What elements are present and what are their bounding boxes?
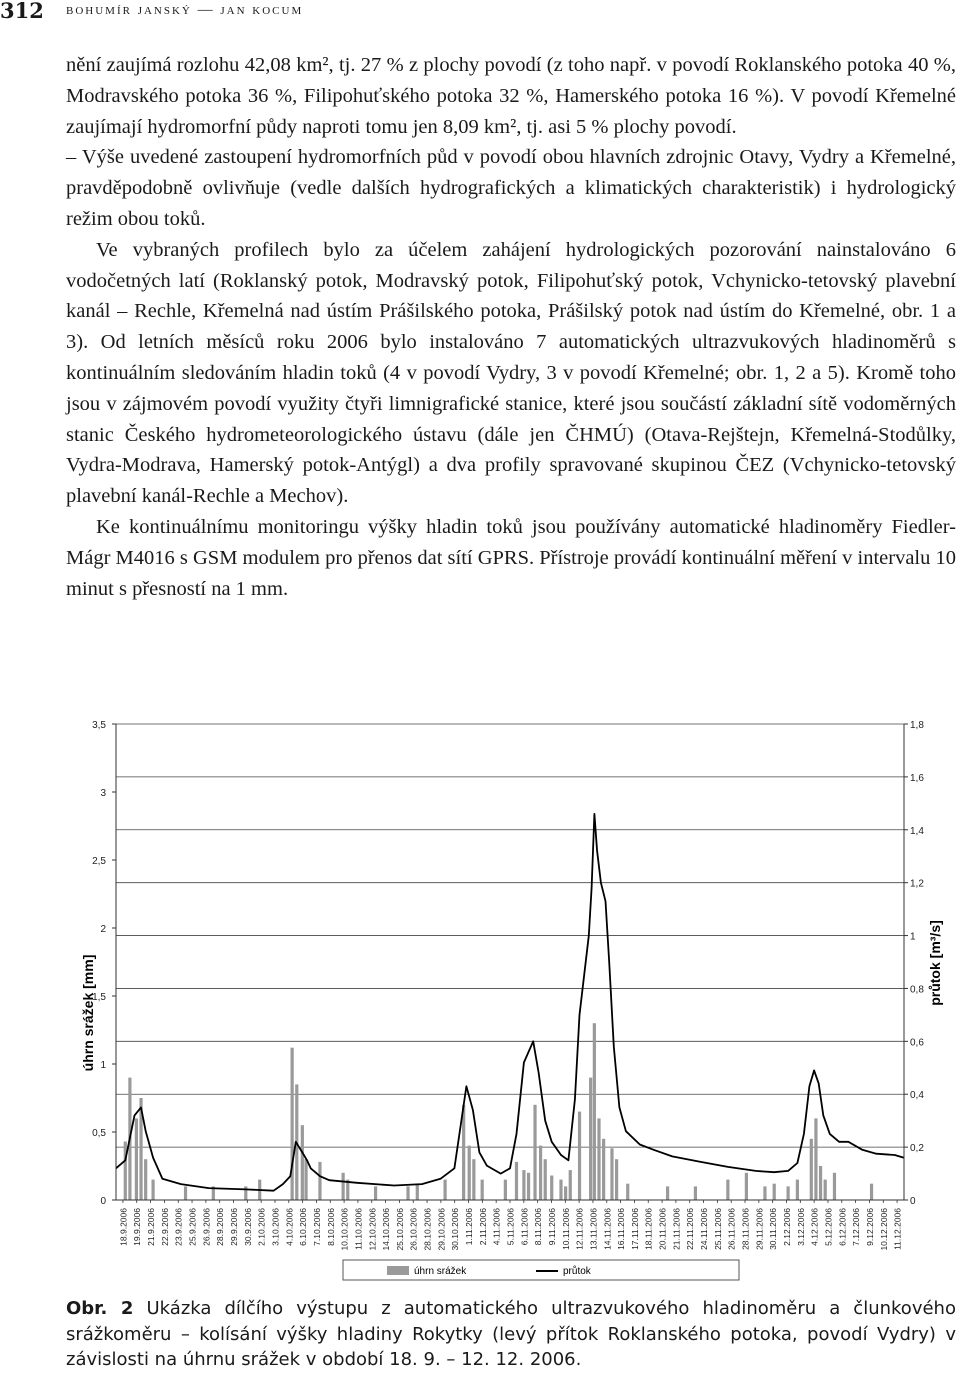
body-text	[66, 50, 956, 604]
precip-bar	[694, 1186, 697, 1200]
precip-bar	[318, 1162, 321, 1200]
precip-flow-chart	[66, 708, 956, 1300]
x-tick-label: 6.10.2006	[298, 1208, 309, 1246]
precip-bar	[374, 1186, 377, 1200]
left-axis-label: úhrn srážek [mm]	[80, 954, 96, 1072]
right-tick-label: 0,4	[910, 1090, 924, 1102]
x-tick-label: 21.11.2006	[671, 1208, 682, 1250]
x-axis-ticks	[118, 1200, 902, 1251]
precip-bar	[870, 1184, 873, 1200]
figure-caption	[66, 1296, 956, 1373]
x-tick-label: 11.10.2006	[353, 1208, 364, 1250]
caption-text: Ukázka dílčího výstupu z automatického ultrazvukového hladinoměru a člunkového srážkoměru – kolísání výšky hladiny Rokytky (levý přítok Roklanského potoka, povodí Vydry) v závislosti na úhrnu srážek v období 18. 9. – 12. 12. 2006.	[66, 1298, 956, 1370]
precip-bar	[589, 1078, 592, 1200]
left-tick-label: 2	[100, 924, 106, 935]
x-tick-label: 29.9.2006	[229, 1208, 240, 1246]
precip-bar	[787, 1186, 790, 1200]
precip-bar	[796, 1180, 799, 1200]
precip-bar	[472, 1159, 475, 1200]
precip-bar	[773, 1184, 776, 1200]
precip-bar	[578, 1112, 581, 1200]
x-tick-label: 8.10.2006	[325, 1208, 336, 1246]
right-tick-label: 1	[910, 931, 916, 943]
precip-bar	[615, 1159, 618, 1200]
left-tick-label: 0,5	[92, 1128, 106, 1139]
x-tick-label: 17.11.2006	[629, 1208, 640, 1250]
precip-bar	[569, 1170, 572, 1200]
x-tick-label: 18.11.2006	[643, 1208, 654, 1250]
x-tick-label: 10.11.2006	[560, 1208, 571, 1250]
x-tick-label: 25.9.2006	[187, 1208, 198, 1246]
flow-line	[116, 814, 904, 1191]
precip-bar	[124, 1142, 127, 1200]
x-tick-label: 10.10.2006	[339, 1208, 350, 1251]
precip-bar	[810, 1139, 813, 1200]
legend-precip-swatch	[387, 1266, 409, 1275]
x-tick-label: 16.11.2006	[616, 1208, 627, 1250]
page-header	[0, 0, 960, 22]
precip-bar	[151, 1180, 154, 1200]
right-tick-label: 1,6	[910, 772, 924, 784]
x-tick-label: 28.10.2006	[422, 1208, 433, 1251]
x-tick-label: 4.10.2006	[284, 1208, 295, 1246]
right-tick-label: 1,8	[910, 720, 924, 731]
paragraph-1: nění zaujímá rozlohu 42,08 km², tj. 27 % z plochy povodí (z toho např. v povodí Roklanského potoka 40 %, Modravského potoka 36 %, Filipohuťského potoka 32 %, Hamerského potoka 16 %). V povodí Křemelné zaujímají hydromorfní půdy naproti tomu jen 8,09 km², tj. asi 5 % plochy povodí.	[66, 54, 956, 138]
precip-bar	[626, 1184, 629, 1200]
precip-bar	[597, 1118, 600, 1200]
x-tick-label: 8.11.2006	[533, 1208, 544, 1246]
right-tick-label: 0,8	[910, 984, 924, 996]
paragraph-4: Ke kontinuálnímu monitoringu výšky hladin toků jsou používány automatické hladinoměry Fiedler-Mágr M4016 s GSM modulem pro přenos dat sítí GPRS. Přístroje provádí kontinuální měření v intervalu 10 minut s přesností na 1 mm.	[66, 515, 956, 600]
x-tick-label: 7.10.2006	[311, 1208, 322, 1246]
x-tick-label: 13.11.2006	[588, 1208, 599, 1250]
precip-bar	[406, 1186, 409, 1200]
running-title: bohumír janský — jan kocum	[66, 2, 304, 18]
x-tick-label: 25.11.2006	[712, 1208, 723, 1250]
x-tick-label: 30.11.2006	[768, 1208, 779, 1250]
x-tick-label: 2.10.2006	[256, 1208, 267, 1246]
precip-bar	[544, 1159, 547, 1200]
x-tick-label: 24.11.2006	[699, 1208, 710, 1250]
right-axis-ticks	[904, 720, 924, 1207]
left-tick-label: 3,5	[92, 720, 106, 731]
x-tick-label: 22.9.2006	[159, 1208, 170, 1246]
precip-bar	[527, 1173, 530, 1200]
x-tick-label: 12.11.2006	[574, 1208, 585, 1250]
precip-bar	[763, 1186, 766, 1200]
precip-bar	[468, 1146, 471, 1200]
x-tick-label: 25.10.2006	[394, 1208, 405, 1251]
precip-bar	[814, 1118, 817, 1200]
precip-bar	[550, 1176, 553, 1200]
x-tick-label: 11.12.2006	[892, 1208, 903, 1250]
x-tick-label: 30.9.2006	[242, 1208, 253, 1246]
left-tick-label: 3	[100, 788, 106, 799]
right-tick-label: 0	[910, 1196, 916, 1207]
precip-bar	[184, 1186, 187, 1200]
precip-bar	[559, 1180, 562, 1200]
flow-line-group	[116, 814, 904, 1191]
precip-bar	[301, 1125, 304, 1200]
x-tick-label: 2.11.2006	[477, 1208, 488, 1246]
left-tick-label: 2,5	[92, 856, 106, 867]
legend-flow-label: průtok	[563, 1266, 591, 1277]
right-tick-label: 1,2	[910, 878, 924, 890]
x-tick-label: 26.10.2006	[408, 1208, 419, 1251]
precip-bar	[533, 1105, 536, 1200]
x-tick-label: 29.11.2006	[754, 1208, 765, 1250]
x-tick-label: 28.11.2006	[740, 1208, 751, 1250]
precip-bar	[745, 1173, 748, 1200]
x-tick-label: 4.11.2006	[491, 1208, 502, 1246]
x-tick-label: 19.9.2006	[132, 1208, 143, 1246]
x-tick-label: 21.9.2006	[146, 1208, 157, 1246]
paragraph-3: Ve vybraných profilech bylo za účelem zahájení hydrologických pozorování nainstalováno 6 vodočetných latí (Roklanský potok, Modravský potok, Filipohuťský potok, Vchynicko-tetovský plavební kanál – Rechle, Křemelná nad ústím Prášilského potoka, Prášilský potok nad ústím do Křemelné, obr. 1 a 3). Od letních měsíců roku 2006 bylo instalováno 7 automatických ultrazvukových hladinoměrů s kontinuálním sledováním hladin toků (4 v povodí Vydry, 3 v povodí Křemelné; obr. 1, 2 a 5). Kromě toho jsou v zájmovém povodí využity čtyři limnigrafické stanice, které jsou součástí základní sítě vodoměrných stanic Českého hydrometeorologického ústavu (dále jen ČHMÚ) (Otava-Rejštejn, Křemelná-Stodůlky, Vydra-Modrava, Hamerský potok-Antýgl) a dva profily spravované skupinou ČEZ (Vchynicko-tetovský plavební kanál-Rechle a Mechov).	[66, 238, 956, 508]
precip-bar	[593, 1023, 596, 1200]
precip-bar	[342, 1173, 345, 1200]
precip-bar	[444, 1180, 447, 1200]
x-tick-label: 6.11.2006	[519, 1208, 530, 1246]
x-tick-label: 14.11.2006	[602, 1208, 613, 1250]
x-tick-label: 9.11.2006	[546, 1208, 557, 1246]
x-tick-label: 12.10.2006	[367, 1208, 378, 1251]
precip-bar	[244, 1186, 247, 1200]
precip-bar	[304, 1159, 307, 1200]
chart-grid	[116, 724, 904, 1147]
x-tick-label: 23.9.2006	[173, 1208, 184, 1246]
x-tick-label: 22.11.2006	[685, 1208, 696, 1250]
right-tick-label: 1,4	[910, 825, 924, 837]
caption-label: Obr. 2	[66, 1298, 134, 1319]
precip-bar	[481, 1180, 484, 1200]
x-tick-label: 9.12.2006	[864, 1208, 875, 1246]
precip-bar	[515, 1162, 518, 1200]
precip-bar	[564, 1186, 567, 1200]
right-tick-label: 0,2	[910, 1143, 924, 1155]
precip-bar	[602, 1139, 605, 1200]
precip-bar	[819, 1166, 822, 1200]
precip-bar	[833, 1173, 836, 1200]
x-tick-label: 3.10.2006	[270, 1208, 281, 1246]
x-tick-label: 29.10.2006	[436, 1208, 447, 1251]
right-tick-label: 0,6	[910, 1037, 924, 1049]
right-axis-label: průtok [m³/s]	[927, 920, 943, 1006]
x-tick-label: 2.12.2006	[781, 1208, 792, 1246]
x-tick-label: 5.12.2006	[823, 1208, 834, 1246]
x-tick-label: 30.10.2006	[450, 1208, 461, 1251]
x-tick-label: 14.10.2006	[381, 1208, 392, 1251]
x-tick-label: 26.11.2006	[726, 1208, 737, 1250]
precip-bar	[135, 1118, 138, 1200]
page-number: 312	[0, 0, 44, 23]
precip-bar	[291, 1048, 294, 1200]
left-tick-label: 0	[100, 1196, 106, 1207]
precip-bar	[610, 1148, 613, 1200]
precip-bar	[539, 1146, 542, 1200]
paragraph-2: – Výše uvedené zastoupení hydromorfních půd v povodí obou hlavních zdrojnic Otavy, Vydry a Křemelné, pravděpodobně ovlivňuje (vedle dalších hydrografických a klimatických charakteristik) i hydrologický režim obou toků.	[66, 146, 956, 230]
precip-bar	[726, 1180, 729, 1200]
x-tick-label: 28.9.2006	[215, 1208, 226, 1246]
legend-precip-label: úhrn srážek	[414, 1266, 467, 1277]
x-tick-label: 1.11.2006	[464, 1208, 475, 1246]
precip-bar	[824, 1180, 827, 1200]
precip-bar	[666, 1186, 669, 1200]
x-tick-label: 7.12.2006	[851, 1208, 862, 1246]
figure-2	[66, 708, 956, 1300]
precip-bar	[144, 1159, 147, 1200]
precipitation-bars	[124, 1023, 873, 1200]
precip-bar	[416, 1184, 419, 1200]
x-tick-label: 3.12.2006	[795, 1208, 806, 1246]
precip-bar	[504, 1180, 507, 1200]
legend	[343, 1260, 739, 1280]
x-tick-label: 5.11.2006	[505, 1208, 516, 1246]
chart-axes	[116, 724, 904, 1200]
x-tick-label: 6.12.2006	[837, 1208, 848, 1246]
x-tick-label: 10.12.2006	[878, 1208, 889, 1251]
x-tick-label: 26.9.2006	[201, 1208, 212, 1246]
left-tick-label: 1	[100, 1060, 106, 1071]
x-tick-label: 20.11.2006	[657, 1208, 668, 1250]
precip-bar	[522, 1170, 525, 1200]
left-tick-label: 1,5	[92, 992, 106, 1003]
x-tick-label: 18.9.2006	[118, 1208, 129, 1246]
precip-bar	[462, 1105, 465, 1200]
x-tick-label: 4.12.2006	[809, 1208, 820, 1246]
